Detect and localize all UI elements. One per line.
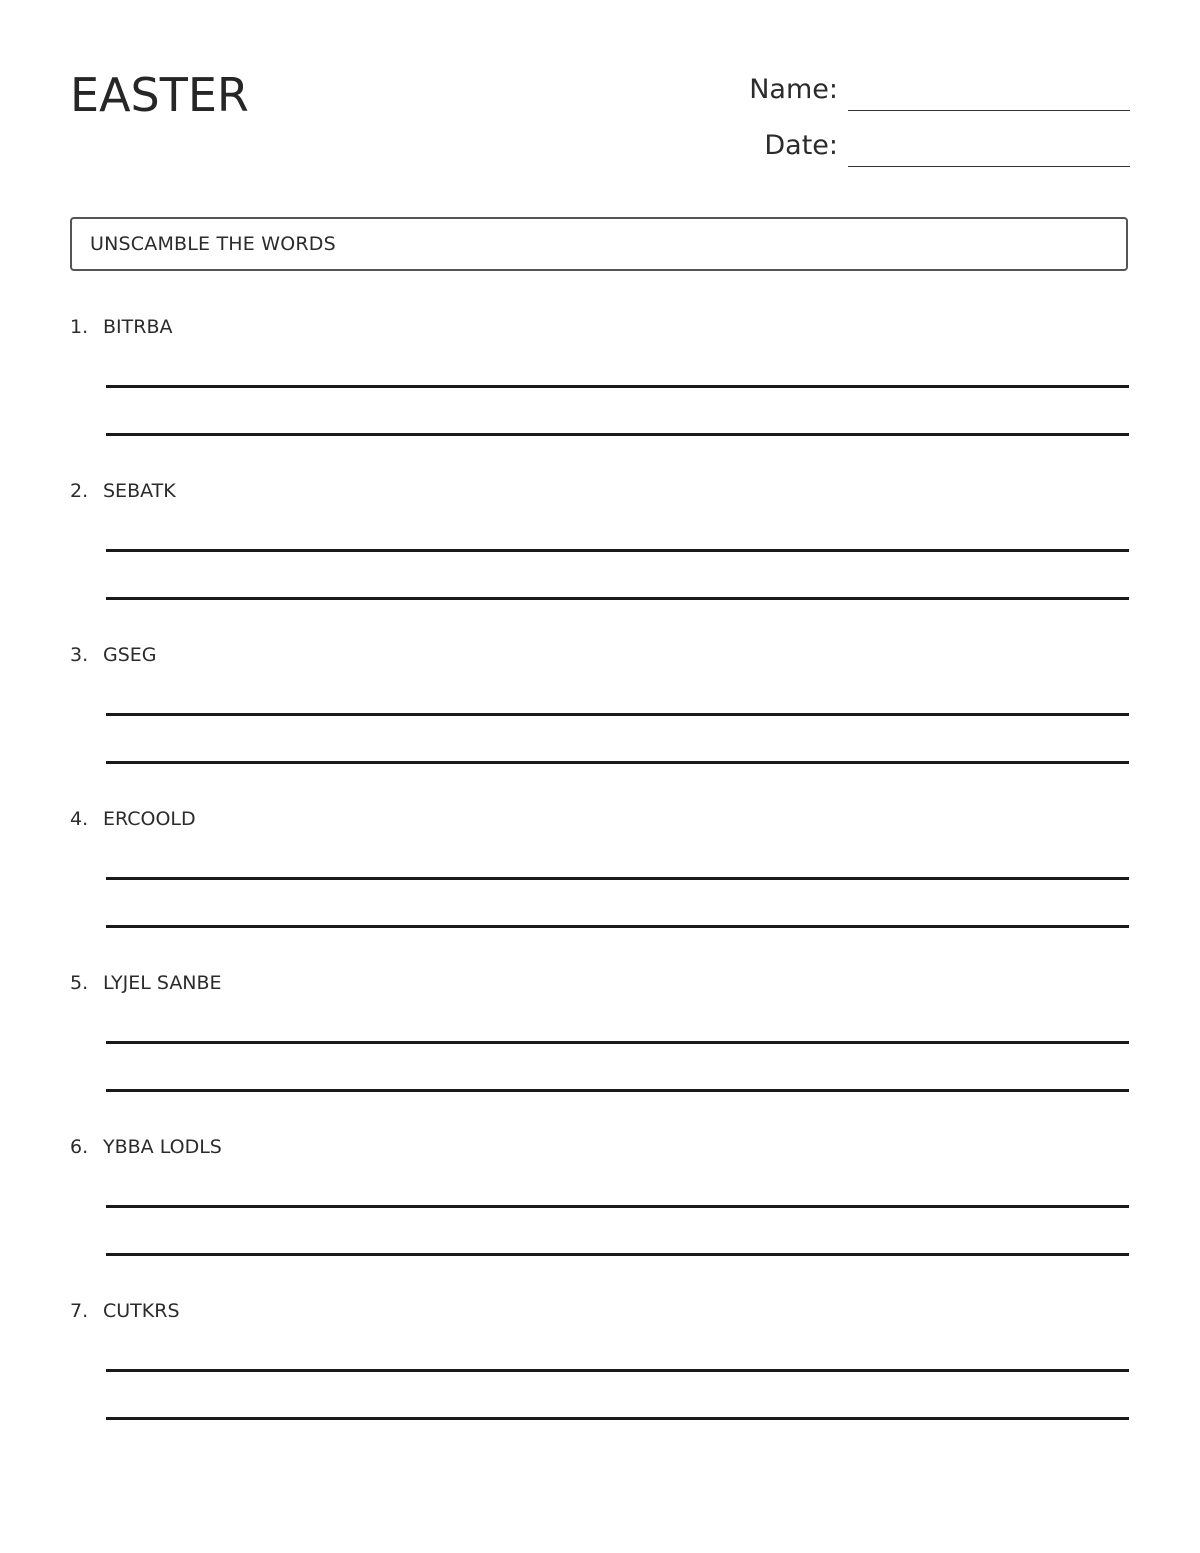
instruction-text: UNSCAMBLE THE WORDS <box>90 233 336 255</box>
question-label <box>70 482 176 501</box>
question-label <box>70 646 157 665</box>
question-number: 4. <box>70 808 89 830</box>
scrambled-word: CUTKRS <box>103 1300 180 1322</box>
date-label: Date: <box>764 130 838 161</box>
name-field <box>749 76 1130 103</box>
answer-line[interactable] <box>106 877 1129 880</box>
question-number: 3. <box>70 644 89 666</box>
question-number: 7. <box>70 1300 89 1322</box>
answer-line[interactable] <box>106 1253 1129 1256</box>
question-label <box>70 318 172 337</box>
date-input-line[interactable] <box>848 166 1130 167</box>
scrambled-word: GSEG <box>103 644 157 666</box>
answer-line[interactable] <box>106 761 1129 764</box>
answer-line[interactable] <box>106 713 1129 716</box>
question-item <box>70 1138 1130 1278</box>
scrambled-word: YBBA LODLS <box>103 1136 222 1158</box>
scrambled-word: SEBATK <box>103 480 176 502</box>
answer-line[interactable] <box>106 1417 1129 1420</box>
answer-line[interactable] <box>106 1369 1129 1372</box>
scrambled-word: BITRBA <box>103 316 173 338</box>
question-number: 6. <box>70 1136 89 1158</box>
date-field <box>764 132 1130 159</box>
question-label <box>70 1138 222 1157</box>
question-label <box>70 974 222 993</box>
question-item <box>70 810 1130 950</box>
answer-line[interactable] <box>106 925 1129 928</box>
answer-line[interactable] <box>106 597 1129 600</box>
question-item <box>70 318 1130 458</box>
question-item <box>70 482 1130 622</box>
question-number: 5. <box>70 972 89 994</box>
answer-line[interactable] <box>106 549 1129 552</box>
answer-line[interactable] <box>106 385 1129 388</box>
answer-line[interactable] <box>106 433 1129 436</box>
name-label: Name: <box>749 74 838 105</box>
answer-line[interactable] <box>106 1041 1129 1044</box>
question-label <box>70 810 196 829</box>
scrambled-word: ERCOOLD <box>103 808 196 830</box>
instruction-box <box>70 217 1128 271</box>
question-item <box>70 646 1130 786</box>
question-number: 2. <box>70 480 89 502</box>
question-item <box>70 1302 1130 1442</box>
question-number: 1. <box>70 316 89 338</box>
question-item <box>70 974 1130 1114</box>
question-label <box>70 1302 180 1321</box>
scrambled-word: LYJEL SANBE <box>103 972 222 994</box>
name-input-line[interactable] <box>848 110 1130 111</box>
answer-line[interactable] <box>106 1205 1129 1208</box>
answer-line[interactable] <box>106 1089 1129 1092</box>
page-title: EASTER <box>70 68 249 122</box>
